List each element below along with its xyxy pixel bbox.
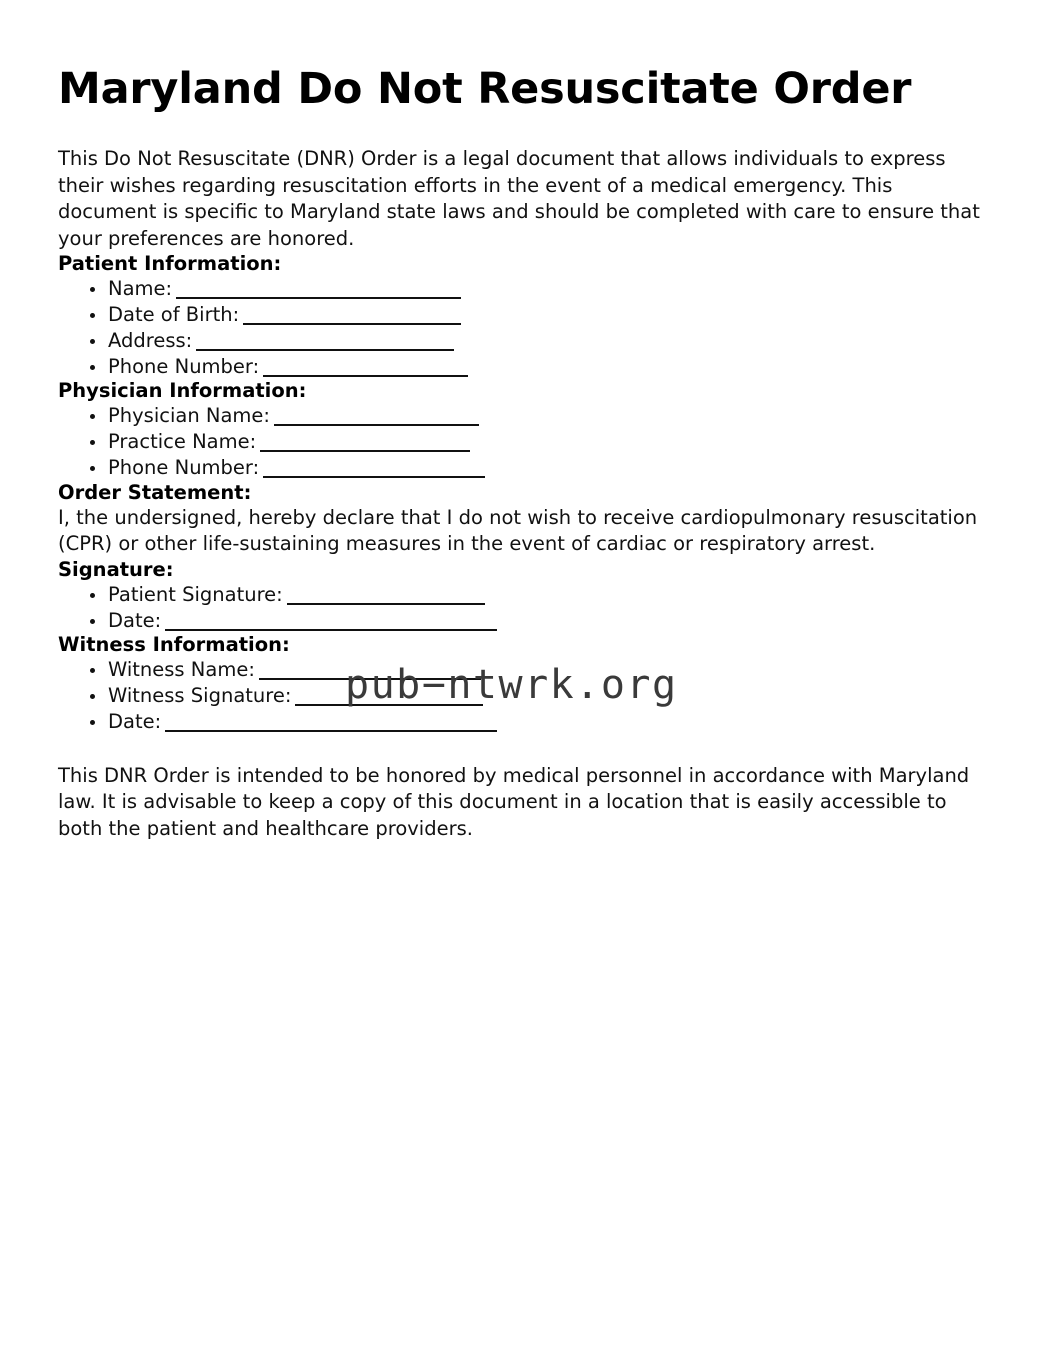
field-label-witness-name: Witness Name: bbox=[108, 658, 255, 682]
blank-line-name[interactable] bbox=[176, 297, 461, 299]
field-label-phone-number: Phone Number: bbox=[108, 354, 260, 378]
witness-information-field-list bbox=[58, 657, 993, 734]
patient-information-field-list bbox=[58, 276, 993, 379]
section-heading-patient-information: Patient Information: bbox=[58, 252, 282, 276]
blank-line-physician-phone-number[interactable] bbox=[263, 476, 485, 478]
list-item bbox=[58, 657, 993, 683]
list-item bbox=[58, 429, 993, 455]
list-item bbox=[58, 455, 993, 481]
list-item bbox=[58, 709, 993, 735]
blank-line-witness-signature[interactable] bbox=[295, 704, 483, 706]
list-item bbox=[58, 302, 993, 328]
list-item bbox=[58, 328, 993, 354]
blank-line-practice-name[interactable] bbox=[260, 450, 470, 452]
closing-paragraph: This DNR Order is intended to be honored by medical personnel in accordance with Maryland law. It is advisable to keep a copy of this document in a location that is easily accessible to both the patient and healthcare providers. bbox=[58, 763, 970, 840]
field-label-witness-signature: Witness Signature: bbox=[108, 684, 292, 708]
field-label-date-of-birth: Date of Birth: bbox=[108, 303, 240, 327]
field-label-physician-phone-number: Phone Number: bbox=[108, 456, 260, 480]
blank-line-patient-signature[interactable] bbox=[287, 603, 485, 605]
blank-line-witness-date[interactable] bbox=[165, 730, 497, 732]
order-statement-body: I, the undersigned, hereby declare that I do not wish to receive cardiopulmonary resuscitation (CPR) or other life-sustaining measures in the event of cardiac or respiratory arrest. bbox=[58, 505, 978, 556]
intro-paragraph: This Do Not Resuscitate (DNR) Order is a legal document that allows individuals to express their wishes regarding resuscitation efforts in the event of a medical emergency. This document is specific to Maryland state laws and should be completed with care to ensure that your preferences are honored. bbox=[58, 147, 980, 250]
page-title: Maryland Do Not Resuscitate Order bbox=[58, 64, 912, 114]
field-label-witness-date: Date: bbox=[108, 710, 162, 734]
document-body bbox=[58, 0, 993, 842]
blank-line-phone-number[interactable] bbox=[263, 375, 468, 377]
list-item bbox=[58, 354, 993, 380]
list-item bbox=[58, 276, 993, 302]
field-label-practice-name: Practice Name: bbox=[108, 430, 257, 454]
list-item bbox=[58, 683, 993, 709]
field-label-address: Address: bbox=[108, 328, 193, 352]
blank-line-address[interactable] bbox=[196, 349, 454, 351]
section-heading-witness-information: Witness Information: bbox=[58, 633, 290, 657]
site-watermark: pub−ntwrk.org bbox=[345, 662, 678, 708]
blank-line-witness-name[interactable] bbox=[259, 678, 481, 680]
list-item bbox=[58, 608, 993, 634]
list-item bbox=[58, 403, 993, 429]
field-label-patient-signature: Patient Signature: bbox=[108, 582, 283, 606]
field-label-signature-date: Date: bbox=[108, 608, 162, 632]
field-label-physician-name: Physician Name: bbox=[108, 404, 270, 428]
section-heading-signature: Signature: bbox=[58, 557, 174, 581]
physician-information-field-list bbox=[58, 403, 993, 480]
blank-line-physician-name[interactable] bbox=[274, 424, 479, 426]
section-heading-physician-information: Physician Information: bbox=[58, 379, 307, 403]
signature-field-list bbox=[58, 582, 993, 634]
field-label-name: Name: bbox=[108, 277, 173, 301]
list-item bbox=[58, 582, 993, 608]
section-heading-order-statement: Order Statement: bbox=[58, 480, 252, 504]
blank-line-signature-date[interactable] bbox=[165, 629, 497, 631]
blank-line-date-of-birth[interactable] bbox=[243, 323, 461, 325]
